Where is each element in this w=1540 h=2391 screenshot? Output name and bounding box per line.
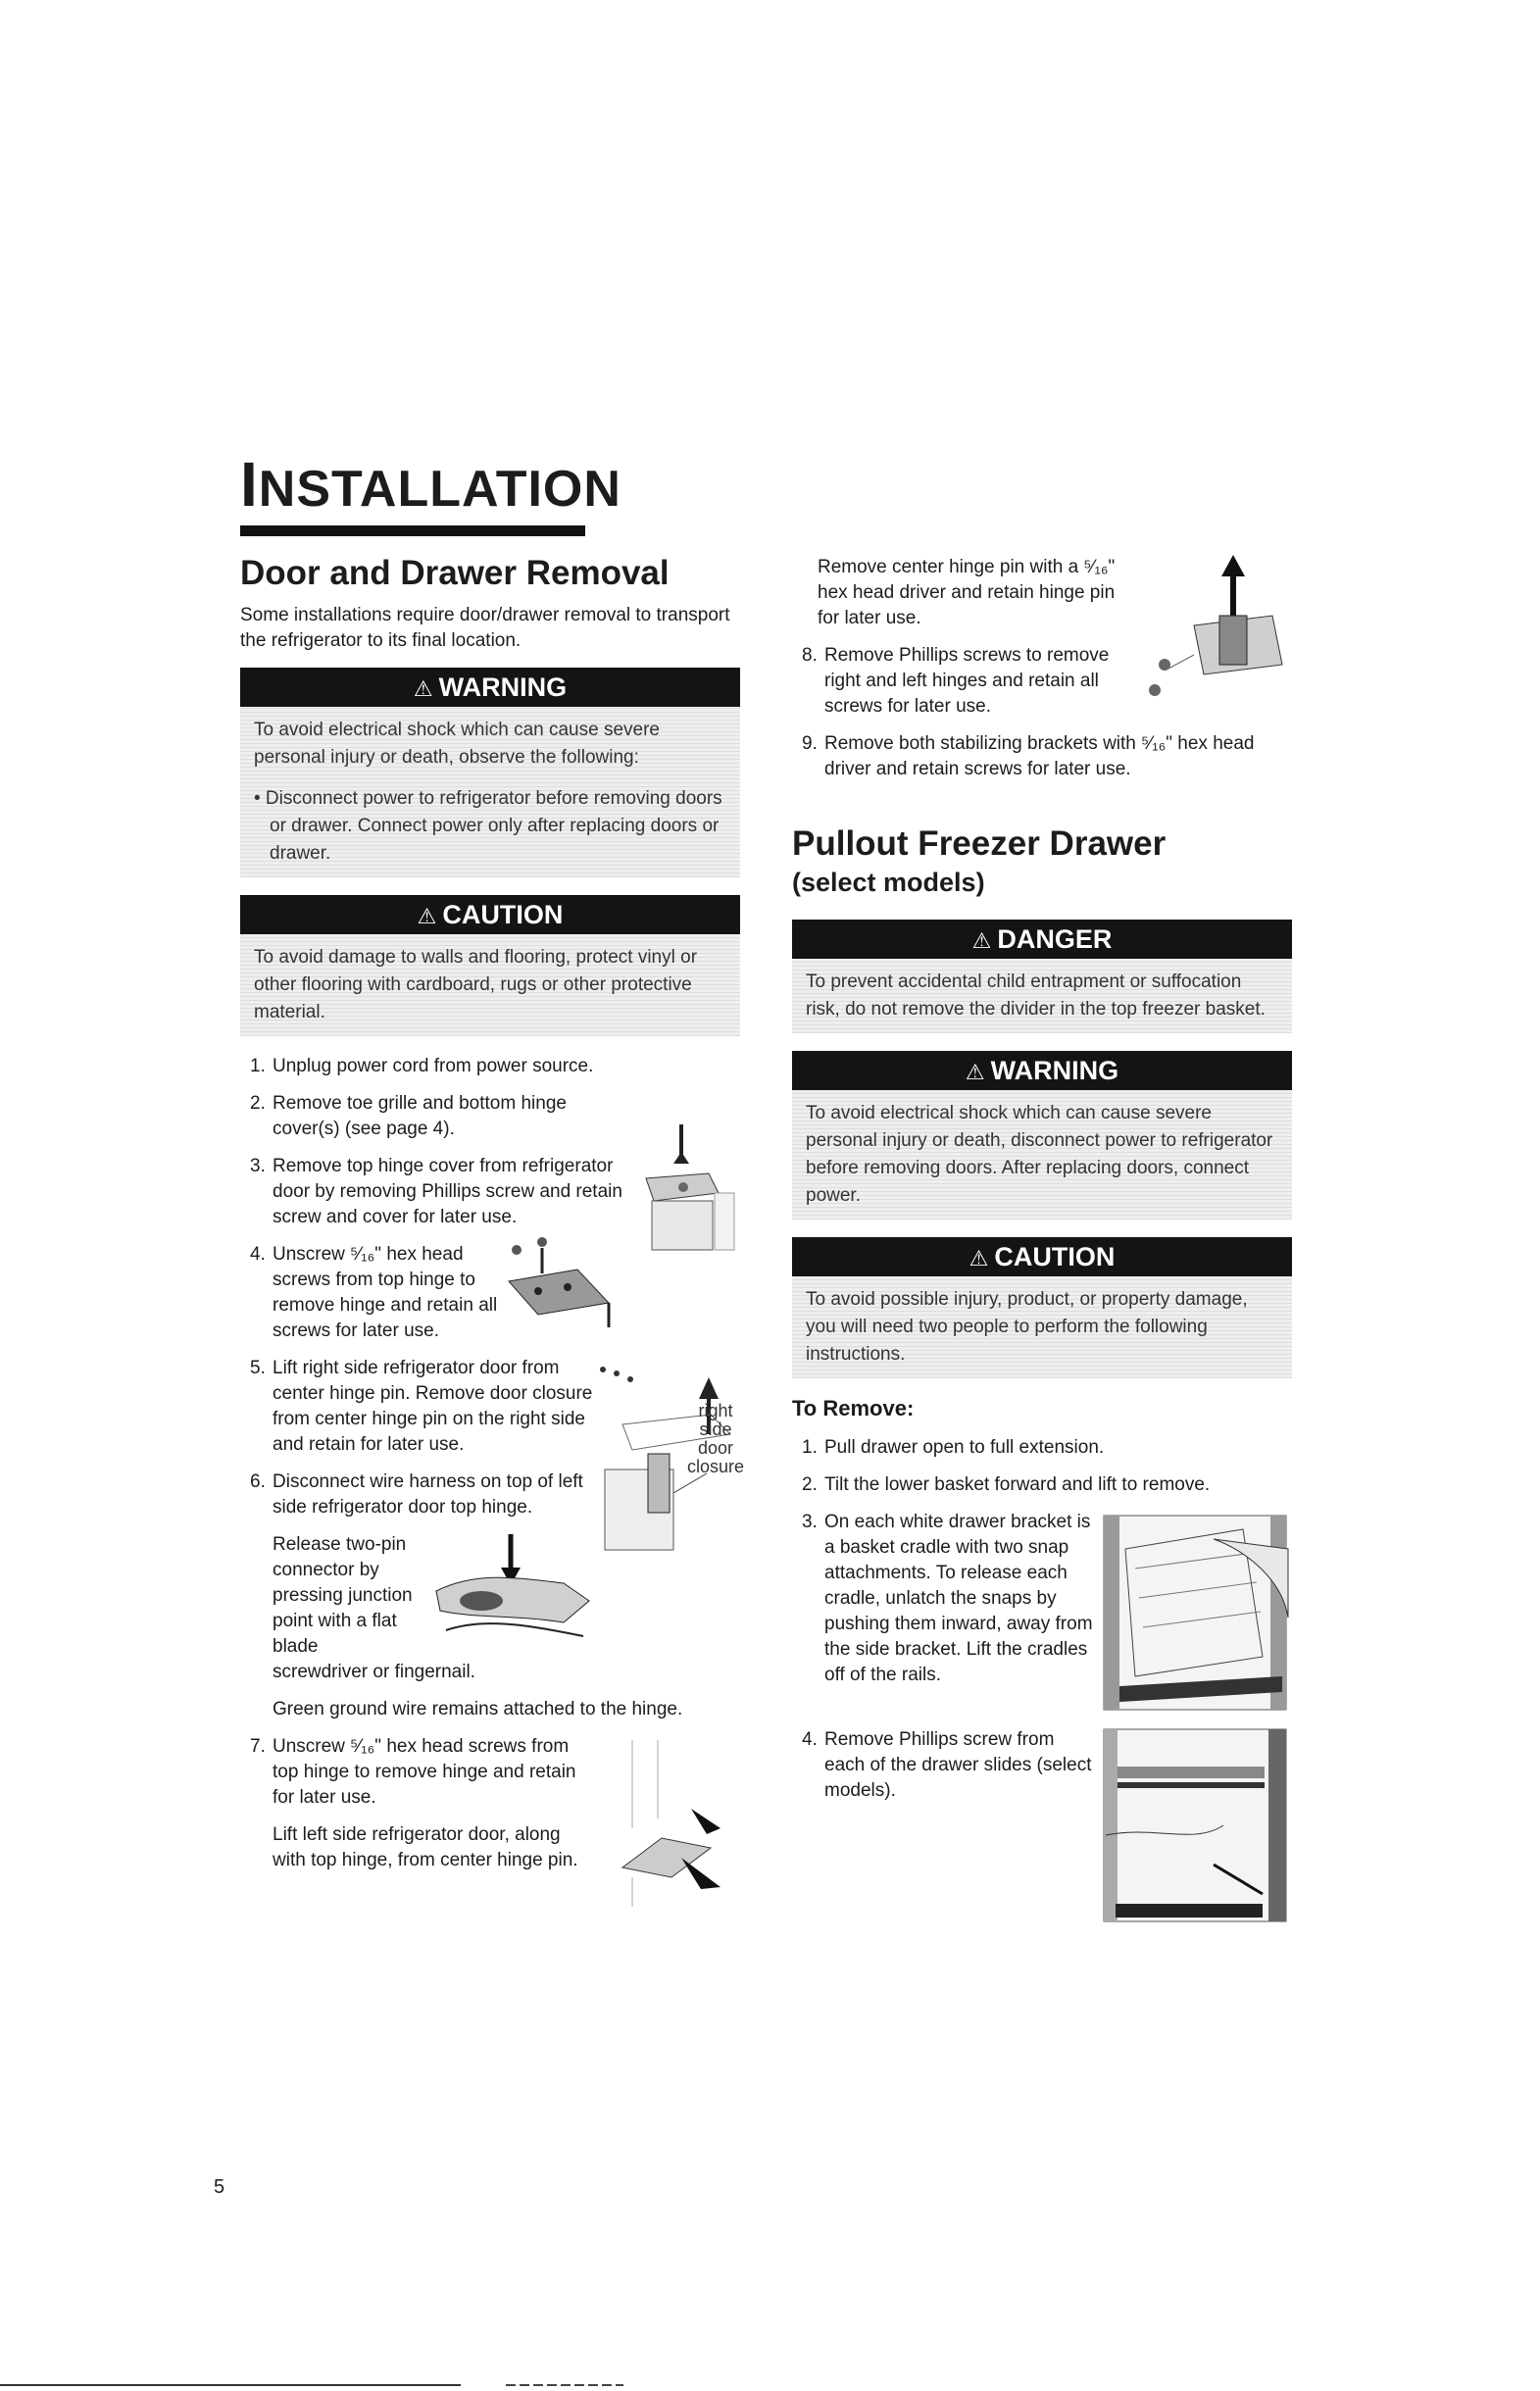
list-item: 3. On each white drawer bracket is a basket cradle with two snap attachments. To release each cradle, unlatch the snaps by pushing them inward, away from the side bracket. Lift the cradles off of the rails. xyxy=(792,1510,1292,1716)
left-column xyxy=(240,554,745,1907)
step6-extra xyxy=(240,1532,740,1722)
warning-text-2: To avoid electrical shock which can cause severe personal injury or death, disconnect power to refrigerator before removing doors. After replacing doors, connect power. xyxy=(806,1102,1273,1206)
caution-box-2 xyxy=(792,1237,1292,1378)
list-item: 9. Remove both stabilizing brackets with ⁵⁄₁₆" hex head driver and retain screws for later use. xyxy=(802,733,1255,779)
title-underline xyxy=(240,525,585,536)
door-removal-steps-step7 xyxy=(240,1734,740,1811)
list-item: 4. Unscrew ⁵⁄₁₆" hex head screws from top hinge to remove hinge and retain all screws for later use. xyxy=(240,1242,740,1344)
section-heading-freezer-drawer: Pullout Freezer Drawer xyxy=(792,824,1167,863)
warning-bullet: • Disconnect power to refrigerator before removing doors or drawer. Connect power only after replacing doors or drawer. xyxy=(254,787,722,864)
caution-text-2: To avoid possible injury, product, or property damage, you will need two people to perform the following instructions. xyxy=(806,1288,1248,1365)
warning-box-2 xyxy=(792,1051,1292,1220)
caution-text: To avoid damage to walls and flooring, protect vinyl or other flooring with cardboard, rugs or other protective material. xyxy=(254,946,698,1022)
danger-header xyxy=(792,920,1292,959)
section-subheading: (select models) xyxy=(792,867,985,897)
list-item: 8. Remove Phillips screws to remove right and left hinges and retain all screws for later use. xyxy=(802,645,1110,717)
warning-label: WARNING xyxy=(438,672,568,702)
caution-header-2 xyxy=(792,1237,1292,1276)
caution-box xyxy=(240,895,740,1036)
footer-dash xyxy=(506,2384,623,2386)
basket-cradle-illustration xyxy=(1096,1510,1292,1716)
door-removal-steps-cont xyxy=(240,1469,740,1520)
list-item: 6. Disconnect wire harness on top of left side refrigerator door top hinge. xyxy=(250,1470,583,1518)
caution-header xyxy=(240,895,740,934)
freezer-removal-steps xyxy=(792,1435,1292,1923)
list-item: 7. Unscrew ⁵⁄₁₆" hex head screws from top hinge to remove hinge and retain for later use. xyxy=(250,1735,576,1808)
step7-block xyxy=(240,1734,740,1873)
intro-text: Some installations require door/drawer removal to transport the refrigerator to its final location. xyxy=(240,604,730,651)
caution-body xyxy=(240,934,740,1036)
footer-line xyxy=(0,2384,461,2386)
caution-body-2 xyxy=(792,1276,1292,1378)
door-removal-steps xyxy=(240,1054,740,1458)
warning-triangle-icon: ⚠ xyxy=(965,1059,985,1084)
section-heading-door-removal: Door and Drawer Removal xyxy=(240,554,670,592)
connector-illustration xyxy=(417,1532,593,1640)
caution-label: CAUTION xyxy=(442,899,564,929)
list-item: 3. Remove top hinge cover from refrigerator door by removing Phillips screw and retain screw and cover for later use. xyxy=(240,1154,740,1230)
caution-triangle-icon: ⚠ xyxy=(417,903,437,928)
top-hinge-cover-illustration xyxy=(624,1124,740,1252)
warning-body xyxy=(240,707,740,877)
danger-box xyxy=(792,920,1292,1033)
step7-lift-text: Lift left side refrigerator door, along with top hinge, from center hinge pin. xyxy=(273,1823,578,1870)
warning-box xyxy=(240,668,740,877)
right-column xyxy=(792,555,1292,1935)
warning-body-2 xyxy=(792,1090,1292,1220)
to-remove-heading: To Remove: xyxy=(792,1395,915,1420)
list-item: 5. Lift right side refrigerator door from center hinge pin. Remove door closure from center hinge pin on the right side and retain for later use. xyxy=(240,1356,740,1458)
warning-label-2: WARNING xyxy=(990,1055,1119,1085)
page-number: 5 xyxy=(214,2176,225,2198)
list-item: 1. Unplug power cord from power source. xyxy=(250,1055,594,1076)
warning-text: To avoid electrical shock which can cause severe personal injury or death, observe the following: xyxy=(254,719,660,768)
list-item: 1. Pull drawer open to full extension. xyxy=(802,1436,1105,1458)
step6-ground-text: Green ground wire remains attached to the hinge. xyxy=(273,1698,683,1719)
danger-body xyxy=(792,959,1292,1033)
list-item: 2. Tilt the lower basket forward and lift to remove. xyxy=(802,1473,1211,1495)
page-title: INSTALLATION xyxy=(240,449,621,520)
top-hinge-illustration xyxy=(499,1234,624,1332)
warning-header xyxy=(240,668,740,707)
list-item: 4. Remove Phillips screw from each of the drawer slides (select models). xyxy=(792,1727,1292,1923)
danger-text: To prevent accidental child entrapment or suffocation risk, do not remove the divider in the top freezer basket. xyxy=(806,971,1266,1020)
step6-release-text: Release two-pin connector by pressing junction point with a flat blade screwdriver or fingernail. xyxy=(273,1533,475,1682)
center-hinge-text: Remove center hinge pin with a ⁵⁄₁₆" hex head driver and retain hinge pin for later use. xyxy=(818,557,1116,628)
danger-triangle-icon: ⚠ xyxy=(971,927,992,953)
warning-header-2 xyxy=(792,1051,1292,1090)
center-hinge-block xyxy=(792,555,1292,720)
danger-label: DANGER xyxy=(997,923,1113,954)
drawer-slide-illustration xyxy=(1096,1727,1292,1923)
caution-triangle-icon: ⚠ xyxy=(969,1245,989,1270)
warning-triangle-icon: ⚠ xyxy=(413,675,433,701)
closure-callout: right side door closure xyxy=(686,1401,745,1476)
door-removal-steps-right xyxy=(792,643,1292,720)
list-item: 2. Remove toe grille and bottom hinge cover(s) (see page 4). xyxy=(250,1092,567,1139)
caution-label-2: CAUTION xyxy=(994,1241,1116,1271)
door-removal-steps-right-2 xyxy=(792,731,1292,782)
